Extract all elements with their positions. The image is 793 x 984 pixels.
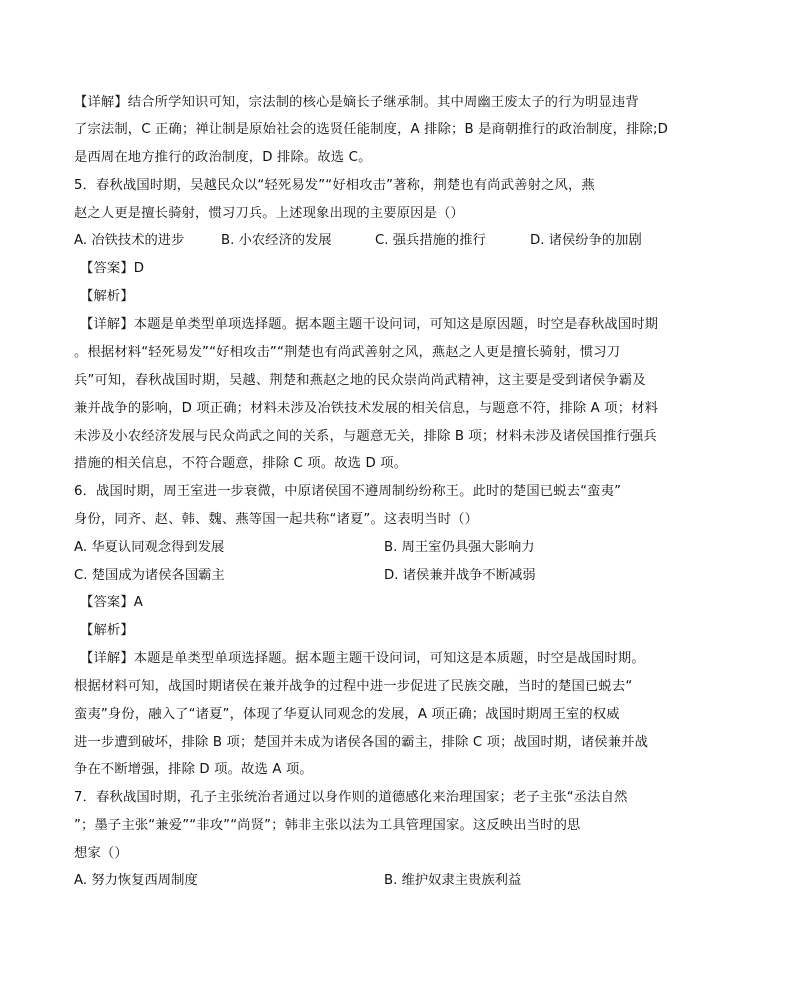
q7-option-a: A. 努力恢复西周制度 <box>74 873 198 888</box>
q6-option-d: D. 诸侯兼并战争不断减弱 <box>384 568 536 583</box>
q5-stem-line-1: 5．春秋战国时期，吴越民众以“轻死易发”“好相攻击”著称，荆楚也有尚武善射之风，燕 <box>74 178 595 193</box>
q6-detail-line-1: 【详解】本题是单类型单项选择题。据本题主题干设问词，可知这是本质题，时空是战国时期。 <box>80 651 645 666</box>
q6-detail-line-2: 根据材料可知，战国时期诸侯在兼并战争的过程中进一步促进了民族交融，当时的楚国已蜕去“ <box>74 679 633 694</box>
q5-analysis-label: 【解析】 <box>80 289 134 304</box>
q5-detail-line-6: 措施的相关信息，不符合题意，排除 C 项。故选 D 项。 <box>74 456 408 471</box>
q6-option-c: C. 楚国成为诸侯各国霸主 <box>74 568 225 583</box>
q6-stem-line-1: 6．战国时期，周王室进一步衰微，中原诸侯国不遵周制纷纷称王。此时的楚国已蜕去“蛮夷” <box>74 484 622 499</box>
q4-detail-line-2: 了宗法制，C 正确；禅让制是原始社会的选贤任能制度，A 排除；B 是商朝推行的政治制度，排除;D <box>74 122 668 137</box>
q5-detail-line-3: 兵”可知，春秋战国时期，吴越、荆楚和燕赵之地的民众崇尚尚武精神，这主要是受到诸侯争霸及 <box>74 373 646 388</box>
q5-option-c: C. 强兵措施的推行 <box>375 233 486 248</box>
q7-stem-line-2: ”；墨子主张“兼爱”“非攻”“尚贤”；韩非主张以法为工具管理国家。这反映出当时的思 <box>74 818 581 833</box>
q5-option-b: B. 小农经济的发展 <box>221 233 332 248</box>
q5-option-d: D. 诸侯纷争的加剧 <box>530 233 642 248</box>
q5-stem-line-2: 赵之人更是擅长骑射，惯习刀兵。上述现象出现的主要原因是（） <box>74 206 464 221</box>
q5-detail-line-1: 【详解】本题是单类型单项选择题。据本题主题干设问词，可知这是原因题，时空是春秋战国时期 <box>80 317 659 332</box>
q7-stem-line-1: 7．春秋战国时期，孔子主张统治者通过以身作则的道德感化来治理国家；老子主张“丞法自然 <box>74 790 628 805</box>
q6-answer: 【答案】A <box>80 595 144 610</box>
q6-detail-line-3: 蛮夷”身份，融入了“诸夏”，体现了华夏认同观念的发展，A 项正确；战国时期周王室的权威 <box>74 707 620 722</box>
q5-detail-line-5: 未涉及小农经济发展与民众尚武之间的关系，与题意无关，排除 B 项；材料未涉及诸侯国推行强兵 <box>74 429 657 444</box>
q5-option-a: A. 冶铁技术的进步 <box>74 233 185 248</box>
q6-option-b: B. 周王室仍具强大影响力 <box>384 540 535 555</box>
q4-detail-line-1: 【详解】结合所学知识可知，宗法制的核心是嫡长子继承制。其中周幽王废太子的行为明显违背 <box>74 95 639 110</box>
q5-detail-line-4: 兼并战争的影响，D 项正确；材料未涉及冶铁技术发展的相关信息，与题意不符，排除 A 项；材料 <box>74 401 659 416</box>
q6-option-a: A. 华夏认同观念得到发展 <box>74 540 225 555</box>
q7-stem-line-3: 想家（） <box>74 846 128 861</box>
q7-option-b: B. 维护奴隶主贵族利益 <box>384 873 522 888</box>
q6-stem-line-2: 身份，同齐、赵、韩、魏、燕等国一起共称“诸夏”。这表明当时（） <box>74 512 479 527</box>
q5-answer: 【答案】D <box>80 261 145 276</box>
q6-analysis-label: 【解析】 <box>80 623 134 638</box>
q4-detail-line-3: 是西周在地方推行的政治制度，D 排除。故选 C。 <box>74 150 372 165</box>
q6-detail-line-4: 进一步遭到破坏，排除 B 项；楚国并未成为诸侯各国的霸主，排除 C 项；战国时期，诸侯兼并战 <box>74 735 649 750</box>
q5-detail-line-2: 。根据材料“轻死易发”“好相攻击”“荆楚也有尚武善射之风，燕赵之人更是擅长骑射，惯习刀 <box>74 345 621 360</box>
q6-detail-line-5: 争在不断增强，排除 D 项。故选 A 项。 <box>74 762 313 777</box>
